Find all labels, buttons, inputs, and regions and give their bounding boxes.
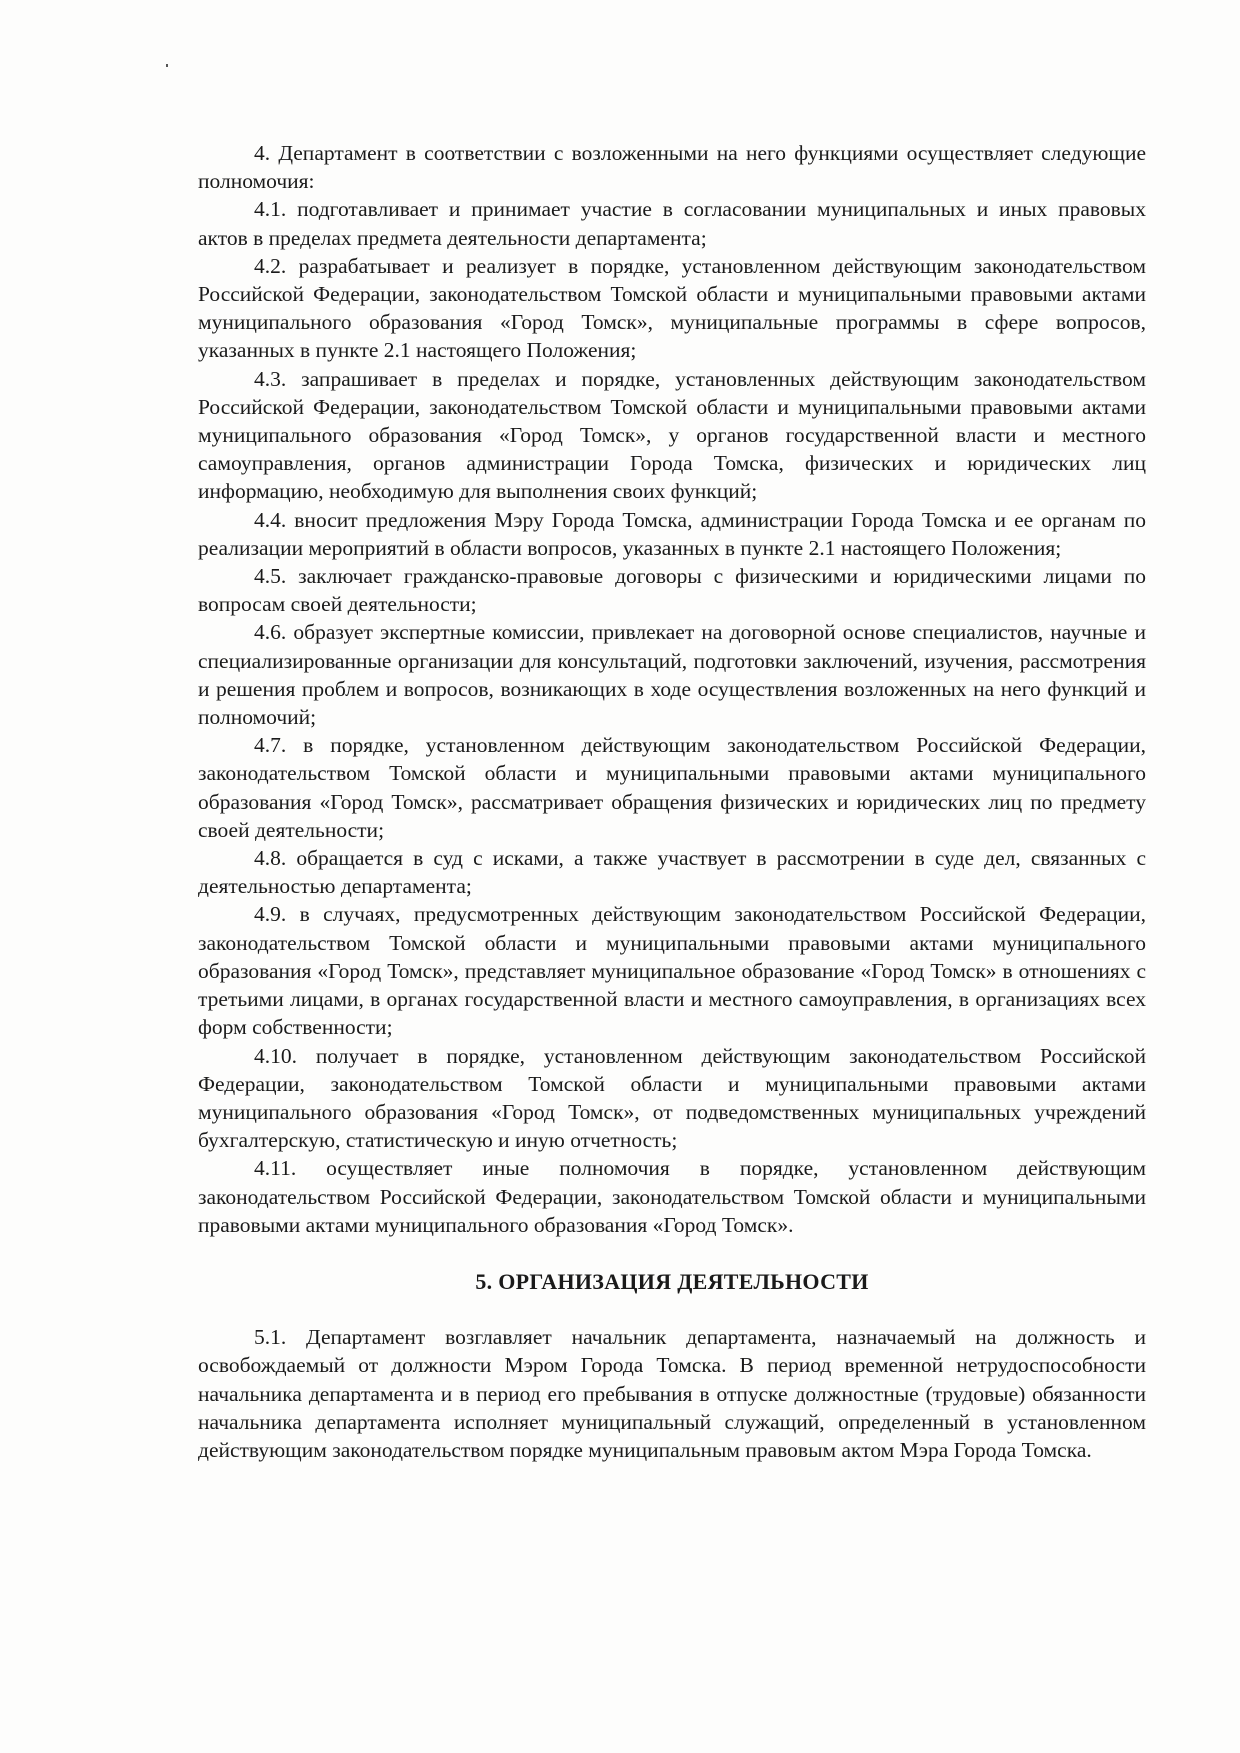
clause-4-2: 4.2. разрабатывает и реализует в порядке, установленном действующим законодательством Российской Федерации, законодательством Томской области и муниципальными правовыми актами муниципального образования «Город Томск», муниципальные программы в сфере вопросов, указанных в пункте 2.1 настоящего Положения;	[198, 253, 1146, 363]
document-body	[198, 139, 1146, 1464]
section-4-intro: 4. Департамент в соответствии с возложенными на него функциями осуществляет следующие полномочия:	[198, 141, 1146, 194]
section-5-heading: 5. ОРГАНИЗАЦИЯ ДЕЯТЕЛЬНОСТИ	[475, 1268, 869, 1294]
clause-4-11: 4.11. осуществляет иные полномочия в порядке, установленном действующим законодательством Российской Федерации, законодательством Томской области и муниципальными правовыми актами муниципального образования «Город Томск».	[198, 1156, 1146, 1237]
clause-4-7: 4.7. в порядке, установленном действующим законодательством Российской Федерации, законодательством Томской области и муниципальными правовыми актами муниципального образования «Город Томск», рассматривает обращения физических и юридических лиц по предмету своей деятельности;	[198, 733, 1146, 842]
clause-5-1: 5.1. Департамент возглавляет начальник департамента, назначаемый на должность и освобождаемый от должности Мэром Города Томска. В период временной нетрудоспособности начальника департамента и в период его пребывания в отпуске должностные (трудовые) обязанности начальника департамента исполняет муниципальный служащий, определенный в установленном действующим законодательством порядке муниципальным правовым актом Мэра Города Томска.	[198, 1325, 1146, 1462]
scan-speck	[166, 64, 168, 67]
clause-4-8: 4.8. обращается в суд с исками, а также участвует в рассмотрении в суде дел, связанных с деятельностью департамента;	[198, 846, 1146, 899]
clause-4-6: 4.6. образует экспертные комиссии, привлекает на договорной основе специалистов, научные и специализированные организации для консультаций, подготовки заключений, изучения, рассмотрения и решения проблем и вопросов, возникающих в ходе осуществления возложенных на него функций и полномочий;	[198, 620, 1146, 730]
clause-4-4: 4.4. вносит предложения Мэру Города Томска, администрации Города Томска и ее органам по реализации мероприятий в области вопросов, указанных в пункте 2.1 настоящего Положения;	[198, 507, 1146, 560]
clause-4-9: 4.9. в случаях, предусмотренных действующим законодательством Российской Федерации, законодательством Томской области и муниципальными правовыми актами муниципального образования «Город Томск», представляет муниципальное образование «Город Томск» в отношениях с третьими лицами, в органах государственной власти и местного самоуправления, в организациях всех форм собственности;	[198, 902, 1146, 1040]
clause-4-1: 4.1. подготавливает и принимает участие в согласовании муниципальных и иных правовых актов в пределах предмета деятельности департамента;	[198, 197, 1146, 250]
clause-4-3: 4.3. запрашивает в пределах и порядке, установленных действующим законодательством Российской Федерации, законодательством Томской области и муниципальными правовыми актами муниципального образования «Город Томск», у органов государственной власти и местного самоуправления, органов администрации Города Томска, физических и юридических лиц информацию, необходимую для выполнения своих функций;	[198, 366, 1146, 504]
clause-4-5: 4.5. заключает гражданско-правовые договоры с физическими и юридическими лицами по вопросам своей деятельности;	[198, 564, 1146, 617]
clause-4-10: 4.10. получает в порядке, установленном действующим законодательством Российской Федерации, законодательством Томской области и муниципальными правовыми актами муниципального образования «Город Томск», от подведомственных муниципальных учреждений бухгалтерскую, статистическую и иную отчетность;	[198, 1043, 1146, 1153]
